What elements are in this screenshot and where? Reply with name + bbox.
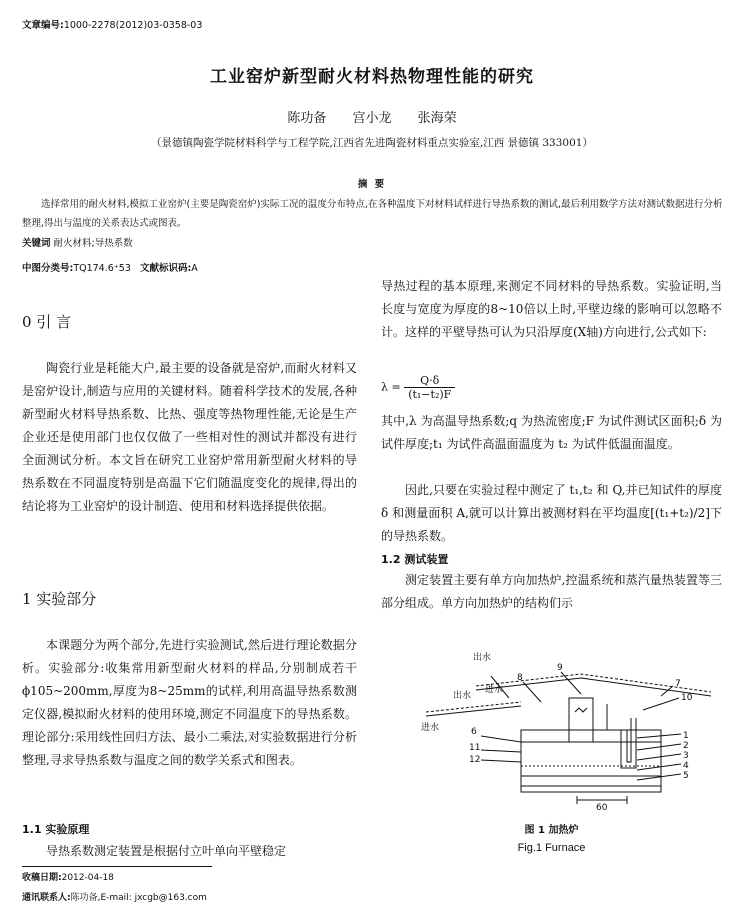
- author-list: [0, 107, 744, 126]
- figure-caption-cn: 图 1 加热炉: [524, 825, 579, 836]
- article-number-label: 文章编号:: [22, 20, 64, 31]
- part-number-8: 8: [517, 673, 523, 683]
- part-number-2: 2: [683, 741, 689, 751]
- formula-numerator: Q·δ: [404, 374, 455, 388]
- furnace-body: [521, 730, 661, 786]
- section-1-1-paragraph: 导热系数测定装置是根据付立叶单向平壁稳定: [46, 844, 287, 858]
- right-paragraph-2: [381, 410, 722, 456]
- part-number-4: 4: [683, 761, 689, 771]
- variable-definitions: 其中,λ 为高温导热系数;q 为热流密度;F 为试件测试区面积;δ 为试件厚度;t₁ 为试件高温面温度为 t₂ 为试件低温面温度。: [381, 414, 722, 451]
- doc-code-value: A: [191, 263, 198, 274]
- apparatus-paragraph: 测定装置主要有单方向加热炉,控温系统和蒸汽量热装置等三部分组成。单方向加热炉的结构们示: [381, 573, 722, 610]
- section-1-paragraph: 本课题分为两个部分,先进行实验测试,然后进行理论数据分析。实验部分:收集常用新型耐火材料的样品,分别制成若干 ϕ105~200mm,厚度为8~25mm的试样,利用高温导热系数测定仪器,模拟耐火材料的使用环境,测定不同温度下的导热系数。理论部分:采用线性回归方法、最小二乘法,对实验数据进行分析整理,寻求导热系数与温度之间的数学关系式和图表。: [22, 638, 357, 767]
- doc-code-label: 文献标识码:: [139, 263, 192, 274]
- footnote-divider: [22, 866, 212, 867]
- heater-block: [569, 698, 593, 742]
- article-number: [22, 17, 202, 31]
- right-paragraph-1: [381, 275, 722, 344]
- part-number-9: 9: [557, 663, 563, 673]
- part-number-7: 7: [675, 679, 681, 689]
- author-1: 陈功备: [287, 111, 327, 126]
- keywords-label: 关键词: [22, 238, 51, 249]
- section-0-paragraph: 陶瓷行业是耗能大户,最主要的设备就是窑炉,而耐火材料又是窑炉设计,制造与应用的关键材料。随着科学技术的发展,各种新型耐火材料导热系数、比热、强度等热物理性能,无论是生产企业还是使用部门也仅仅做了一些相对性的测试并都没有进行全面测试分析。本文旨在研究工业窑炉常用新型耐火材料的导热系数在不同温度特别是高温下它们随温度变化的规律,得出的结论将为工业窑炉的设计制造、使用和材料选择提供依据。: [22, 361, 357, 513]
- right-paragraph-3: [381, 479, 722, 548]
- formula-lhs: λ =: [381, 380, 401, 394]
- right-paragraph-4: [381, 569, 722, 615]
- part-number-11: 11: [469, 743, 481, 753]
- received-value: 2012-04-18: [61, 873, 114, 883]
- received-date: [22, 870, 114, 883]
- furnace-diagram: [381, 638, 722, 813]
- section-1-2-heading: 1.2 测试装置: [381, 553, 449, 566]
- abstract-text: 选择常用的耐火材料,模拟工业窑炉(主要是陶瓷窑炉)实际工况的温度分布特点,在各种温度下对材料试样进行导热系数的测试,最后利用数学方法对测试数据进行分析整理,得出与温度的关系表达式或图表。: [22, 199, 723, 229]
- figure-caption-en: Fig.1 Furnace: [517, 842, 586, 854]
- section-0-heading: 0 引 言: [22, 313, 72, 331]
- contact-label: 通讯联系人:: [22, 893, 71, 903]
- keywords-text: 耐火材料;导热系数: [53, 238, 133, 249]
- clc-label: 中图分类号:: [22, 263, 74, 274]
- formula-denominator: (t₁−t₂)F: [408, 388, 452, 401]
- clc-value: TQ174.6⁺53: [73, 263, 131, 274]
- conclusion-paragraph: 因此,只要在实验过程中测定了 t₁,t₂ 和 Q,并已知试件的厚度 δ 和测量面积 A,就可以计算出被测材料在平均温度[(t₁+t₂)/2]下的导热系数。: [381, 483, 722, 543]
- section-1-body: [22, 634, 357, 772]
- principle-text: 导热过程的基本原理,来测定不同材料的导热系数。实验证明,当长度与宽度为厚度的8~10倍以上时,平壁边缘的影响可以忽略不计。这样的平壁导热可认为只沿厚度(X轴)方向进行,公式如下:: [381, 279, 722, 339]
- section-1-1-body: [22, 840, 357, 863]
- classification: [22, 260, 198, 274]
- label-inlet-left: 进水: [421, 723, 440, 733]
- label-outlet-left: 出水: [453, 691, 472, 701]
- calorimeter-tube: [621, 718, 636, 768]
- section-1-heading: 1 实验部分: [22, 590, 97, 608]
- section-0-body: [22, 357, 357, 518]
- author-2: 宫小龙: [352, 111, 392, 126]
- received-label: 收稿日期:: [22, 873, 62, 883]
- formula: [381, 374, 455, 401]
- part-number-6: 6: [471, 727, 477, 737]
- part-number-5: 5: [683, 771, 689, 781]
- affiliation: （景德镇陶瓷学院材料科学与工程学院,江西省先进陶瓷材料重点实验室,江西 景德镇 333001）: [151, 137, 593, 149]
- part-number-10: 10: [681, 693, 693, 703]
- contact-value: 陈功备,E-mail: jxcgb@163.com: [70, 893, 207, 903]
- keywords: [22, 235, 133, 249]
- formula-fraction: [404, 374, 455, 401]
- part-number-3: 3: [683, 751, 689, 761]
- label-inlet-top: 进水: [485, 685, 504, 695]
- abstract-heading: 摘 要: [357, 179, 387, 190]
- label-dimension: 60: [596, 803, 608, 813]
- section-1-1-heading: 1.1 实验原理: [22, 823, 90, 836]
- article-number-value: 1000-2278(2012)03-0358-03: [63, 20, 203, 31]
- part-number-12: 12: [469, 755, 481, 765]
- paper-title: 工业窑炉新型耐火材料热物理性能的研究: [210, 67, 534, 87]
- corresponding-author: [22, 890, 207, 903]
- label-outlet-top: 出水: [473, 653, 492, 663]
- part-number-1: 1: [683, 731, 689, 741]
- author-3: 张海荣: [417, 111, 457, 126]
